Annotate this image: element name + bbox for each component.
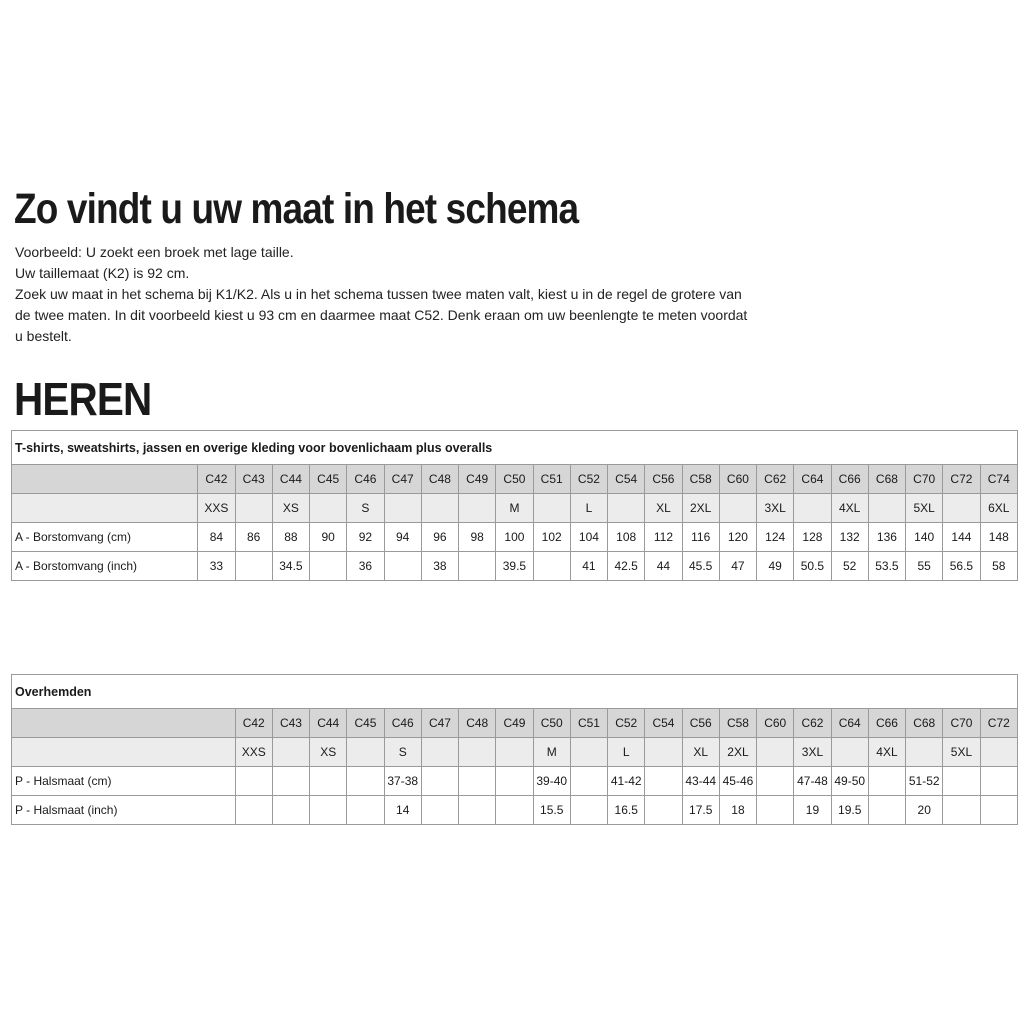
measurement-cell: 94 bbox=[384, 523, 421, 552]
measurement-cell: 58 bbox=[980, 552, 1017, 581]
letter-size-cell: L bbox=[570, 494, 607, 523]
measurement-cell bbox=[868, 796, 905, 825]
measurement-cell: 47 bbox=[719, 552, 756, 581]
measurement-cell: 140 bbox=[906, 523, 943, 552]
header-label-cell bbox=[12, 709, 236, 738]
measurement-cell: 16.5 bbox=[608, 796, 645, 825]
size-code-cell: C72 bbox=[943, 465, 980, 494]
letter-size-cell: M bbox=[533, 738, 570, 767]
measurement-cell: 51-52 bbox=[906, 767, 943, 796]
measurement-cell: 98 bbox=[459, 523, 496, 552]
size-code-cell: C50 bbox=[533, 709, 570, 738]
letter-size-cell: 4XL bbox=[831, 494, 868, 523]
letter-size-cell: XS bbox=[272, 494, 309, 523]
measurement-cell: 102 bbox=[533, 523, 570, 552]
size-code-cell: C45 bbox=[310, 465, 347, 494]
size-code-cell: C68 bbox=[906, 709, 943, 738]
measurement-cell bbox=[235, 767, 272, 796]
header-label-cell bbox=[12, 465, 198, 494]
letter-size-cell: 6XL bbox=[980, 494, 1017, 523]
letter-size-cell bbox=[384, 494, 421, 523]
letter-size-cell: 2XL bbox=[719, 738, 756, 767]
measurement-cell: 52 bbox=[831, 552, 868, 581]
measurement-cell: 96 bbox=[421, 523, 458, 552]
measurement-cell: 53.5 bbox=[868, 552, 905, 581]
measurement-cell: 39.5 bbox=[496, 552, 533, 581]
measurement-cell: 45.5 bbox=[682, 552, 719, 581]
letter-size-cell bbox=[421, 494, 458, 523]
measurement-cell: 33 bbox=[198, 552, 235, 581]
size-code-cell: C48 bbox=[421, 465, 458, 494]
measurement-cell: 104 bbox=[570, 523, 607, 552]
measurement-cell bbox=[235, 796, 272, 825]
measurement-cell bbox=[980, 796, 1017, 825]
letter-size-cell bbox=[459, 738, 496, 767]
table-caption: T-shirts, sweatshirts, jassen en overige kleding voor bovenlichaam plus overalls bbox=[12, 431, 1018, 465]
measurement-cell bbox=[459, 552, 496, 581]
measurement-cell bbox=[496, 767, 533, 796]
size-code-cell: C44 bbox=[272, 465, 309, 494]
size-code-cell: C62 bbox=[794, 709, 831, 738]
size-code-cell: C48 bbox=[459, 709, 496, 738]
size-code-cell: C52 bbox=[570, 465, 607, 494]
measurement-cell: 50.5 bbox=[794, 552, 831, 581]
size-code-cell: C58 bbox=[682, 465, 719, 494]
size-code-cell: C51 bbox=[570, 709, 607, 738]
measurement-cell bbox=[459, 796, 496, 825]
letter-size-cell: L bbox=[608, 738, 645, 767]
size-code-cell: C42 bbox=[235, 709, 272, 738]
letter-size-cell bbox=[906, 738, 943, 767]
table-row bbox=[12, 523, 1018, 552]
letter-size-cell bbox=[235, 494, 272, 523]
measurement-cell bbox=[272, 767, 309, 796]
size-code-cell: C49 bbox=[459, 465, 496, 494]
measurement-cell bbox=[943, 767, 980, 796]
section-heading: HEREN bbox=[14, 373, 152, 425]
table-caption: Overhemden bbox=[12, 675, 1018, 709]
measurement-cell: 148 bbox=[980, 523, 1017, 552]
size-code-cell: C52 bbox=[608, 709, 645, 738]
measurement-cell bbox=[757, 767, 794, 796]
letter-size-cell: XL bbox=[645, 494, 682, 523]
measurement-cell: 43-44 bbox=[682, 767, 719, 796]
letter-size-cell bbox=[608, 494, 645, 523]
letter-size-cell: XXS bbox=[198, 494, 235, 523]
measurement-cell bbox=[757, 796, 794, 825]
intro-line: Uw taillemaat (K2) is 92 cm. bbox=[15, 265, 190, 281]
letter-size-cell: 5XL bbox=[943, 738, 980, 767]
letter-size-cell bbox=[459, 494, 496, 523]
measurement-cell: 88 bbox=[272, 523, 309, 552]
size-code-cell: C47 bbox=[384, 465, 421, 494]
measurement-cell: 128 bbox=[794, 523, 831, 552]
measurement-cell bbox=[943, 796, 980, 825]
letter-size-row bbox=[12, 738, 1018, 767]
measurement-cell bbox=[347, 796, 384, 825]
size-table-shirts bbox=[11, 674, 1018, 825]
size-code-cell: C66 bbox=[831, 465, 868, 494]
measurement-cell bbox=[570, 796, 607, 825]
letter-size-cell: 2XL bbox=[682, 494, 719, 523]
letter-size-cell: 5XL bbox=[906, 494, 943, 523]
measurement-cell bbox=[645, 796, 682, 825]
intro-line: Voorbeeld: U zoekt een broek met lage taille. bbox=[15, 244, 294, 260]
measurement-cell: 108 bbox=[608, 523, 645, 552]
letter-size-cell bbox=[831, 738, 868, 767]
size-code-cell: C62 bbox=[757, 465, 794, 494]
measurement-cell: 100 bbox=[496, 523, 533, 552]
measurement-cell bbox=[384, 552, 421, 581]
measurement-cell: 38 bbox=[421, 552, 458, 581]
measurement-cell: 36 bbox=[347, 552, 384, 581]
measurement-cell: 84 bbox=[198, 523, 235, 552]
letter-size-cell: 4XL bbox=[868, 738, 905, 767]
row-label: P - Halsmaat (inch) bbox=[12, 796, 236, 825]
size-code-cell: C58 bbox=[719, 709, 756, 738]
measurement-cell bbox=[570, 767, 607, 796]
letter-size-cell: XS bbox=[310, 738, 347, 767]
letter-size-cell bbox=[347, 738, 384, 767]
letter-size-cell: XL bbox=[682, 738, 719, 767]
measurement-cell: 86 bbox=[235, 523, 272, 552]
row-label: A - Borstomvang (cm) bbox=[12, 523, 198, 552]
letter-size-cell bbox=[980, 738, 1017, 767]
size-code-cell: C60 bbox=[757, 709, 794, 738]
letter-size-cell: 3XL bbox=[794, 738, 831, 767]
measurement-cell: 15.5 bbox=[533, 796, 570, 825]
size-table-upper-body bbox=[11, 430, 1018, 581]
measurement-cell: 124 bbox=[757, 523, 794, 552]
size-code-cell: C70 bbox=[943, 709, 980, 738]
size-code-cell: C45 bbox=[347, 709, 384, 738]
measurement-cell bbox=[421, 796, 458, 825]
measurement-cell: 136 bbox=[868, 523, 905, 552]
letter-size-cell bbox=[757, 738, 794, 767]
letter-size-cell bbox=[645, 738, 682, 767]
measurement-cell: 19 bbox=[794, 796, 831, 825]
measurement-cell: 18 bbox=[719, 796, 756, 825]
measurement-cell: 42.5 bbox=[608, 552, 645, 581]
letter-size-cell: S bbox=[347, 494, 384, 523]
measurement-cell: 19.5 bbox=[831, 796, 868, 825]
letter-size-cell bbox=[570, 738, 607, 767]
size-code-cell: C72 bbox=[980, 709, 1017, 738]
size-code-cell: C60 bbox=[719, 465, 756, 494]
size-code-cell: C64 bbox=[794, 465, 831, 494]
measurement-cell bbox=[868, 767, 905, 796]
measurement-cell: 132 bbox=[831, 523, 868, 552]
letter-size-cell bbox=[794, 494, 831, 523]
letter-size-cell: XXS bbox=[235, 738, 272, 767]
measurement-cell bbox=[347, 767, 384, 796]
measurement-cell bbox=[310, 796, 347, 825]
size-code-cell: C56 bbox=[682, 709, 719, 738]
measurement-cell bbox=[645, 767, 682, 796]
measurement-cell bbox=[310, 767, 347, 796]
size-code-cell: C51 bbox=[533, 465, 570, 494]
size-code-cell: C66 bbox=[868, 709, 905, 738]
size-code-cell: C74 bbox=[980, 465, 1017, 494]
measurement-cell: 14 bbox=[384, 796, 421, 825]
row-label: A - Borstomvang (inch) bbox=[12, 552, 198, 581]
letter-size-cell bbox=[868, 494, 905, 523]
measurement-cell: 120 bbox=[719, 523, 756, 552]
table-row bbox=[12, 767, 1018, 796]
measurement-cell bbox=[496, 796, 533, 825]
measurement-cell bbox=[235, 552, 272, 581]
table-row bbox=[12, 796, 1018, 825]
size-code-cell: C42 bbox=[198, 465, 235, 494]
size-code-cell: C46 bbox=[384, 709, 421, 738]
measurement-cell: 116 bbox=[682, 523, 719, 552]
measurement-cell: 144 bbox=[943, 523, 980, 552]
measurement-cell: 56.5 bbox=[943, 552, 980, 581]
table-row bbox=[12, 552, 1018, 581]
size-code-cell: C70 bbox=[906, 465, 943, 494]
size-code-row bbox=[12, 465, 1018, 494]
row-label: P - Halsmaat (cm) bbox=[12, 767, 236, 796]
measurement-cell: 49 bbox=[757, 552, 794, 581]
intro-line: Zoek uw maat in het schema bij K1/K2. Als u in het schema tussen twee maten valt, kiest u in de regel de grotere van de twee maten. In dit voorbeeld kiest u 93 cm en daarmee maat C52. Denk eraan om uw beenlengte te meten voordat u bestelt. bbox=[15, 286, 748, 344]
size-code-cell: C50 bbox=[496, 465, 533, 494]
measurement-cell: 47-48 bbox=[794, 767, 831, 796]
letter-size-cell: M bbox=[496, 494, 533, 523]
measurement-cell: 49-50 bbox=[831, 767, 868, 796]
measurement-cell: 92 bbox=[347, 523, 384, 552]
measurement-cell: 39-40 bbox=[533, 767, 570, 796]
measurement-cell: 41-42 bbox=[608, 767, 645, 796]
measurement-cell bbox=[421, 767, 458, 796]
page-title: Zo vindt u uw maat in het schema bbox=[14, 185, 579, 233]
measurement-cell: 37-38 bbox=[384, 767, 421, 796]
measurement-cell: 34.5 bbox=[272, 552, 309, 581]
size-code-row bbox=[12, 709, 1018, 738]
letter-size-cell bbox=[719, 494, 756, 523]
size-code-cell: C56 bbox=[645, 465, 682, 494]
size-code-cell: C44 bbox=[310, 709, 347, 738]
size-code-cell: C46 bbox=[347, 465, 384, 494]
size-code-cell: C49 bbox=[496, 709, 533, 738]
measurement-cell: 44 bbox=[645, 552, 682, 581]
measurement-cell bbox=[272, 796, 309, 825]
size-code-cell: C43 bbox=[235, 465, 272, 494]
letter-size-cell bbox=[533, 494, 570, 523]
header-label-cell bbox=[12, 738, 236, 767]
letter-size-cell bbox=[496, 738, 533, 767]
measurement-cell: 20 bbox=[906, 796, 943, 825]
letter-size-cell bbox=[943, 494, 980, 523]
size-code-cell: C47 bbox=[421, 709, 458, 738]
letter-size-cell: S bbox=[384, 738, 421, 767]
size-code-cell: C54 bbox=[645, 709, 682, 738]
measurement-cell: 55 bbox=[906, 552, 943, 581]
measurement-cell: 17.5 bbox=[682, 796, 719, 825]
letter-size-cell bbox=[272, 738, 309, 767]
measurement-cell bbox=[533, 552, 570, 581]
measurement-cell: 90 bbox=[310, 523, 347, 552]
measurement-cell: 112 bbox=[645, 523, 682, 552]
measurement-cell bbox=[980, 767, 1017, 796]
size-code-cell: C54 bbox=[608, 465, 645, 494]
letter-size-row bbox=[12, 494, 1018, 523]
letter-size-cell: 3XL bbox=[757, 494, 794, 523]
size-code-cell: C68 bbox=[868, 465, 905, 494]
measurement-cell bbox=[310, 552, 347, 581]
measurement-cell: 45-46 bbox=[719, 767, 756, 796]
header-label-cell bbox=[12, 494, 198, 523]
measurement-cell: 41 bbox=[570, 552, 607, 581]
letter-size-cell bbox=[421, 738, 458, 767]
size-code-cell: C64 bbox=[831, 709, 868, 738]
letter-size-cell bbox=[310, 494, 347, 523]
size-code-cell: C43 bbox=[272, 709, 309, 738]
intro-text bbox=[15, 242, 755, 347]
measurement-cell bbox=[459, 767, 496, 796]
